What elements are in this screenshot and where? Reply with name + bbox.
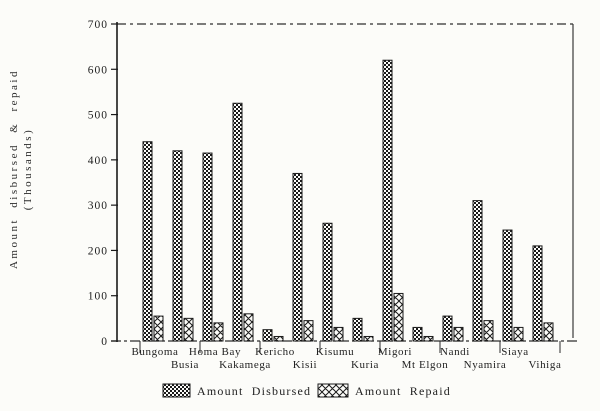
bar-disbursed-kisumu: [323, 223, 332, 341]
bar-repaid-bungoma: [154, 316, 163, 341]
y-tick-label: 100: [87, 290, 108, 303]
bar-repaid-mt-elgon: [424, 336, 433, 341]
x-label-kericho: Kericho: [255, 346, 295, 358]
legend: [163, 384, 451, 398]
bar-disbursed-kericho: [263, 330, 272, 341]
y-axis-title: Amount disbursed & repaid: [8, 69, 20, 270]
bar-repaid-busia: [184, 318, 193, 341]
bar-disbursed-siaya: [503, 230, 512, 341]
bar-disbursed-bungoma: [143, 142, 152, 341]
x-label-siaya: Siaya: [501, 346, 529, 358]
bar-repaid-homa-bay: [214, 323, 223, 341]
bar-repaid-migori: [394, 293, 403, 341]
x-label-mt-elgon: Mt Elgon: [401, 359, 449, 371]
bar-repaid-siaya: [514, 327, 523, 341]
x-label-migori: Migori: [377, 346, 413, 358]
bar-disbursed-nyamira: [473, 201, 482, 341]
legend-disbursed-label: Amount Disbursed: [197, 384, 312, 398]
legend-disbursed-swatch: [163, 384, 190, 397]
bar-disbursed-nandi: [443, 316, 452, 341]
x-label-nandi: Nandi: [440, 346, 470, 358]
bar-disbursed-homa-bay: [203, 153, 212, 341]
bar-repaid-nyamira: [484, 321, 493, 341]
x-label-kuria: Kuria: [350, 359, 380, 371]
bar-repaid-kisii: [304, 321, 313, 341]
x-label-bungoma: Bungoma: [131, 346, 179, 358]
bar-repaid-kericho: [274, 336, 283, 341]
y-tick-label: 600: [87, 64, 108, 77]
x-label-kakamega: Kakamega: [219, 359, 271, 371]
bar-repaid-vihiga: [544, 323, 553, 341]
y-tick-label: 400: [87, 154, 108, 167]
y-axis-ticks: [88, 19, 118, 348]
bar-disbursed-migori: [383, 60, 392, 341]
x-label-vihiga: Vihiga: [528, 359, 562, 371]
x-label-kisumu: Kisumu: [315, 346, 355, 358]
bar-disbursed-kuria: [353, 318, 362, 341]
x-label-kisii: Kisii: [292, 359, 318, 371]
bar-repaid-kuria: [364, 336, 373, 341]
y-axis-units: (Thousands): [22, 127, 34, 211]
x-label-nyamira: Nyamira: [463, 359, 507, 371]
x-label-homa-bay: Homa Bay: [188, 346, 242, 358]
bar-repaid-nandi: [454, 327, 463, 341]
y-tick-label: 500: [87, 109, 108, 122]
bars: [143, 60, 553, 341]
y-tick-label: 200: [87, 245, 108, 258]
bar-disbursed-kisii: [293, 173, 302, 341]
bar-disbursed-vihiga: [533, 246, 542, 341]
x-label-busia: Busia: [170, 359, 200, 371]
x-axis-labels: [132, 346, 562, 371]
bar-disbursed-mt-elgon: [413, 327, 422, 341]
bar-repaid-kisumu: [334, 327, 343, 341]
y-tick-label: 300: [87, 200, 108, 213]
legend-repaid-swatch: [318, 384, 348, 397]
legend-repaid-label: Amount Repaid: [355, 384, 451, 398]
bar-disbursed-busia: [173, 151, 182, 341]
y-tick-label: 0: [101, 336, 108, 348]
bar-repaid-kakamega: [244, 314, 253, 341]
bar-disbursed-kakamega: [233, 103, 242, 341]
y-tick-label: 700: [87, 19, 108, 31]
